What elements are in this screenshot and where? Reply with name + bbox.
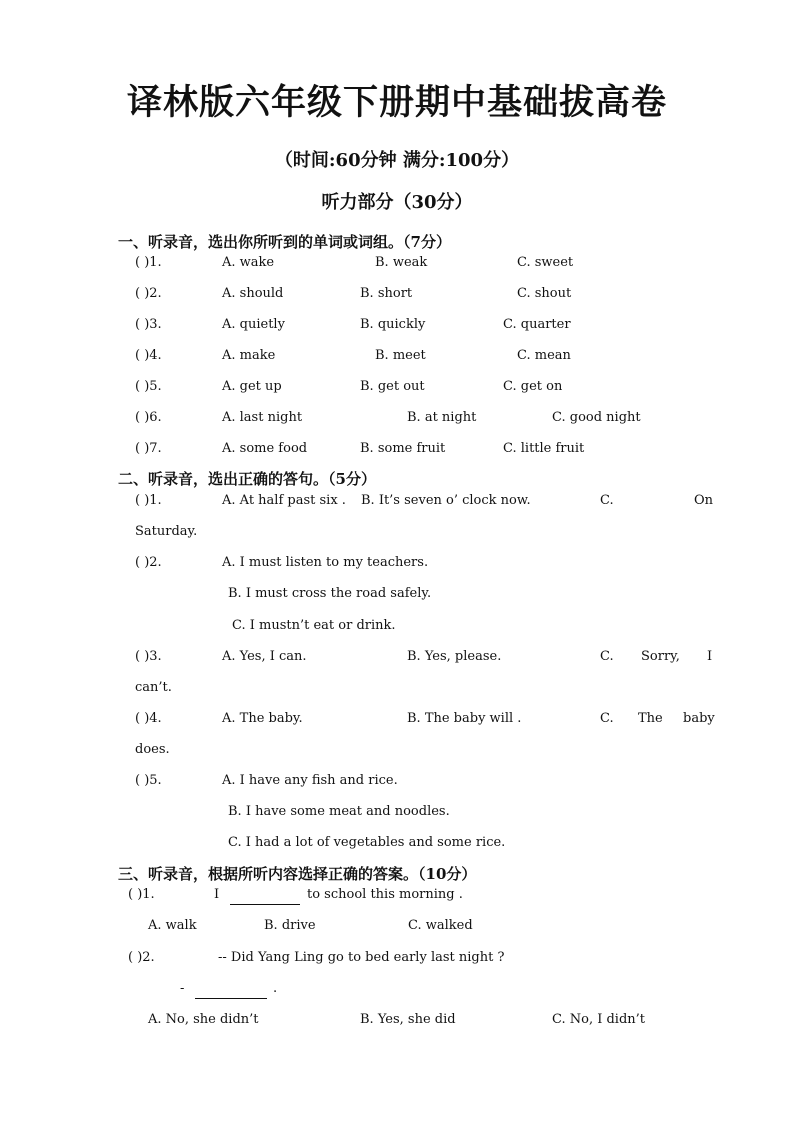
s1-q7-option-a: A. some food xyxy=(222,441,308,456)
s1-q2-number: ( )2. xyxy=(135,286,162,301)
s2-q3-option-c-label: C. xyxy=(600,649,614,664)
s1-q7-number: ( )7. xyxy=(135,441,162,456)
s2-q1-option-c-word: On xyxy=(694,493,714,508)
s3-q1-option-c: C. walked xyxy=(408,918,473,933)
s2-q5-option-b: B. I have some meat and noodles. xyxy=(228,804,450,819)
s3-q1-option-b: B. drive xyxy=(264,918,316,933)
s3-q1-number: ( )1. xyxy=(128,887,155,902)
s1-q5-option-c: C. get on xyxy=(503,379,563,394)
s3-q2-period: . xyxy=(273,981,278,996)
s1-q7-option-c: C. little fruit xyxy=(503,441,585,456)
s1-q7-option-b: B. some fruit xyxy=(360,441,446,456)
section-1-heading: 一、听录音，选出你所听到的单词或词组。（7分） xyxy=(118,233,451,251)
s1-q1-option-b: B. weak xyxy=(375,255,428,270)
s1-q3-option-b: B. quickly xyxy=(360,317,426,332)
s1-q5-number: ( )5. xyxy=(135,379,162,394)
s2-q5-option-a: A. I have any fish and rice. xyxy=(222,773,398,788)
s3-q2-number: ( )2. xyxy=(128,950,155,965)
s1-q1-option-c: C. sweet xyxy=(517,255,574,270)
s2-q4-option-c-continued: does. xyxy=(135,742,170,757)
s2-q3-number: ( )3. xyxy=(135,649,162,664)
s3-q2-option-a: A. No, she didn’t xyxy=(148,1012,259,1027)
s2-q2-option-a: A. I must listen to my teachers. xyxy=(222,555,429,570)
s1-q6-option-b: B. at night xyxy=(407,410,477,425)
s1-q1-number: ( )1. xyxy=(135,255,162,270)
s1-q1-option-a: A. wake xyxy=(222,255,275,270)
s2-q2-number: ( )2. xyxy=(135,555,162,570)
s1-q2-option-c: C. shout xyxy=(517,286,572,301)
s2-q2-option-c: C. I mustn’t eat or drink. xyxy=(232,618,396,633)
s3-q2-option-c: C. No, I didn’t xyxy=(552,1012,646,1027)
s3-q2-answer-blank[interactable] xyxy=(195,980,267,999)
page-title: 译林版六年级下册期中基础拔高卷 xyxy=(126,82,667,123)
s2-q4-option-c-word-1: The xyxy=(638,711,663,726)
s3-q1-text-after: to school this morning . xyxy=(307,887,463,902)
s1-q4-option-a: A. make xyxy=(222,348,276,363)
s1-q5-option-a: A. get up xyxy=(222,379,282,394)
s2-q3-option-c-continued: can’t. xyxy=(135,680,172,695)
s2-q1-option-c-continued: Saturday. xyxy=(135,524,198,539)
s2-q5-number: ( )5. xyxy=(135,773,162,788)
exam-time-score: （时间:60分钟 满分:100分） xyxy=(274,150,520,171)
s3-q2-option-b: B. Yes, she did xyxy=(360,1012,456,1027)
s1-q3-number: ( )3. xyxy=(135,317,162,332)
s1-q4-number: ( )4. xyxy=(135,348,162,363)
s2-q1-option-c-label: C. xyxy=(600,493,614,508)
s2-q4-option-c-label: C. xyxy=(600,711,614,726)
s1-q6-option-a: A. last night xyxy=(222,410,303,425)
s2-q4-option-c-word-2: baby xyxy=(683,711,715,726)
s1-q3-option-a: A. quietly xyxy=(222,317,285,332)
s1-q2-option-b: B. short xyxy=(360,286,413,301)
s2-q2-option-b: B. I must cross the road safely. xyxy=(228,586,432,601)
s2-q3-option-a: A. Yes, I can. xyxy=(222,649,307,664)
s1-q4-option-c: C. mean xyxy=(517,348,571,363)
s2-q1-number: ( )1. xyxy=(135,493,162,508)
s2-q4-option-b: B. The baby will . xyxy=(407,711,522,726)
s2-q3-option-b: B. Yes, please. xyxy=(407,649,502,664)
s2-q1-option-a: A. At half past six . xyxy=(222,493,346,508)
s3-q2-question: -- Did Yang Ling go to bed early last night ? xyxy=(218,950,505,965)
s2-q3-option-c-word-2: I xyxy=(707,649,713,664)
s3-q1-answer-blank[interactable] xyxy=(230,886,300,905)
s3-q1-text-before: I xyxy=(214,887,220,902)
listening-part-heading: 听力部分（30分） xyxy=(321,192,473,213)
s2-q4-number: ( )4. xyxy=(135,711,162,726)
s1-q6-option-c: C. good night xyxy=(552,410,641,425)
s3-q1-option-a: A. walk xyxy=(148,918,197,933)
s3-q2-dash: - xyxy=(180,981,185,996)
s1-q2-option-a: A. should xyxy=(222,286,284,301)
section-2-heading: 二、听录音，选出正确的答句。（5分） xyxy=(118,470,376,488)
s1-q6-number: ( )6. xyxy=(135,410,162,425)
section-3-heading: 三、听录音，根据所听内容选择正确的答案。（10分） xyxy=(118,865,477,883)
s2-q1-option-b: B. It’s seven o’ clock now. xyxy=(361,493,531,508)
s2-q5-option-c: C. I had a lot of vegetables and some rice. xyxy=(228,835,506,850)
s1-q5-option-b: B. get out xyxy=(360,379,425,394)
s1-q3-option-c: C. quarter xyxy=(503,317,571,332)
s2-q4-option-a: A. The baby. xyxy=(222,711,303,726)
s1-q4-option-b: B. meet xyxy=(375,348,426,363)
s2-q3-option-c-word-1: Sorry, xyxy=(641,649,680,664)
